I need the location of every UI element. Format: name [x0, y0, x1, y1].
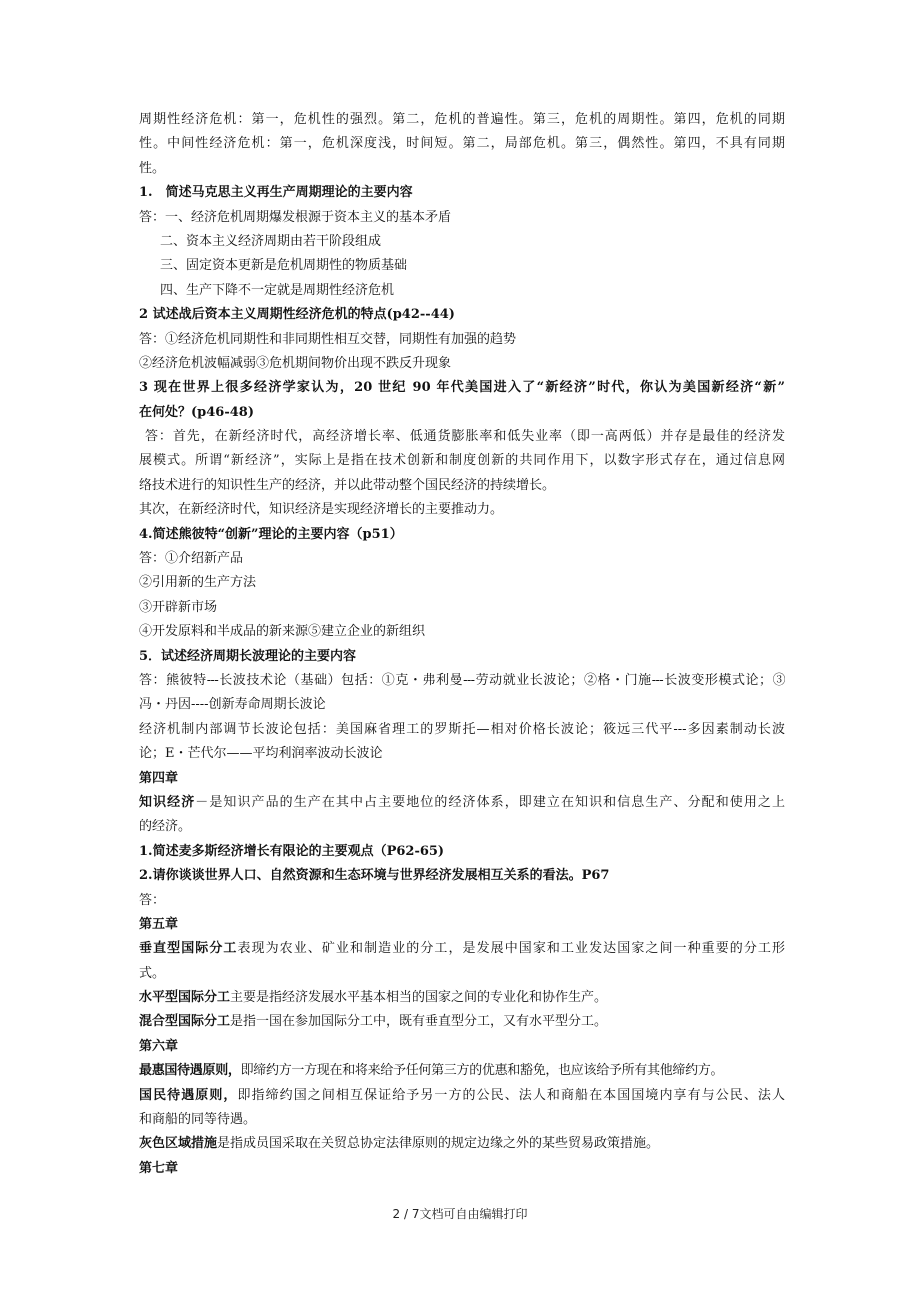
text-line: 其次，在新经济时代，知识经济是实现经济增长的主要推动力。 — [139, 502, 504, 518]
definition: 即缔约方一方现在和将来给予任何第三方的优惠和豁免，也应该给予所有其他缔约方。 — [240, 1063, 724, 1079]
term: 国民待遇原则， — [139, 1087, 238, 1103]
text-line: 络技术进行的知识性生产的经济，并以此带动整个国民经济的持续增长。 — [139, 477, 556, 493]
question-heading: 2 试述战后资本主义周期性经济危机的特点(p42--44) — [139, 307, 455, 323]
question-heading: 3 现在世界上很多经济学家认为，20 世纪 90 年代美国进入了“新经济”时代，你认为美国新经济“新” — [139, 380, 785, 396]
question-heading: 4.简述熊彼特“创新”理论的主要内容（p51） — [139, 526, 403, 542]
text-line: 冯・丹因----创新寿命周期长波论 — [139, 697, 326, 713]
question-heading: 在何处？(p46-48) — [139, 404, 254, 420]
definition: 表现为农业、矿业和制造业的分工，是发展中国家和工业发达国家之间一种重要的分工形 — [237, 941, 785, 957]
chapter-heading: 第六章 — [139, 1038, 179, 1054]
definition: －是知识产品的生产在其中占主要地位的经济体系，即建立在知识和信息生产、分配和使用之上 — [195, 794, 785, 810]
definition: 主要是指经济发展水平基本相当的国家之间的专业化和协作生产。 — [230, 990, 608, 1006]
definition-line — [139, 791, 785, 815]
chapter-heading: 第四章 — [139, 770, 179, 786]
text-line: 四、生产下降不一定就是周期性经济危机 — [160, 282, 395, 298]
question-heading: 5．试述经济周期长波理论的主要内容 — [139, 648, 357, 664]
definition-line — [139, 1059, 785, 1083]
text-line: 论；E・芒代尔——平均利润率波动长波论 — [139, 746, 383, 762]
page-footer: 2 / 7文档可自由编辑打印 — [392, 1207, 528, 1221]
chapter-heading: 第五章 — [139, 916, 179, 932]
document-page — [139, 108, 785, 1181]
text-line: 答：①介绍新产品 — [139, 551, 244, 567]
definition: 即指缔约国之间相互保证给予另一方的公民、法人和商船在本国国境内享有与公民、法人 — [237, 1087, 785, 1103]
definition-line — [139, 1010, 785, 1034]
text-line: 性。 — [139, 160, 166, 176]
term: 垂直型国际分工 — [139, 941, 238, 957]
text-line: 周期性经济危机：第一，危机性的强烈。第二，危机的普遍性。第三，危机的周期性。第四，危机的同期 — [139, 112, 785, 127]
text-line: ②引用新的生产方法 — [139, 575, 257, 591]
question-heading: 1.简述麦多斯经济增长有限论的主要观点（P62-65) — [139, 843, 445, 859]
text-line: 二、资本主义经济周期由若干阶段组成 — [160, 233, 382, 249]
text-line: 经济机制内部调节长波论包括：美国麻省理工的罗斯托—相对价格长波论；筱远三代平---多因素制动长波 — [139, 721, 785, 737]
text-line: 式。 — [139, 965, 166, 981]
chapter-heading: 第七章 — [139, 1160, 179, 1176]
term: 灰色区域措施 — [139, 1136, 218, 1152]
text-line: 的经济。 — [139, 819, 192, 835]
text-line: 展模式。所谓“新经济”，实际上是指在技术创新和制度创新的共同作用下，以数字形式存在，通过信息网 — [139, 453, 785, 469]
text-line: ④开发原料和半成品的新来源⑤建立企业的新组织 — [139, 624, 426, 640]
text-line: 性。中间性经济危机：第一，危机深度浅，时间短。第二，局部危机。第三，偶然性。第四，不具有同期 — [139, 136, 785, 152]
term: 水平型国际分工 — [139, 990, 231, 1006]
term: 混合型国际分工 — [139, 1014, 231, 1030]
text-line: 三、固定资本更新是危机周期性的物质基础 — [160, 258, 408, 274]
text-line: 答：首先，在新经济时代，高经济增长率、低通货膨胀率和低失业率（即一高两低）并存是最佳的经济发 — [145, 429, 785, 445]
definition-line — [139, 986, 785, 1010]
definition-line — [139, 1084, 785, 1108]
definition: 是指成员国采取在关贸总协定法律原则的规定边缘之外的某些贸易政策措施。 — [217, 1136, 660, 1152]
text-line: 答：熊彼特---长波技术论（基础）包括：①克・弗利曼---劳动就业长波论；②格・门施---长波变形模式论；③ — [139, 672, 785, 688]
question-heading: 2.请你谈谈世界人口、自然资源和生态环境与世界经济发展相互关系的看法。P67 — [139, 868, 610, 884]
text-line: 和商船的同等待遇。 — [139, 1112, 257, 1128]
question-heading: 1. 简述马克思主义再生产周期理论的主要内容 — [139, 185, 413, 201]
definition: 是指一国在参加国际分工中，既有垂直型分工，又有水平型分工。 — [230, 1014, 608, 1030]
term: 知识经济 — [139, 794, 196, 810]
text-line: ②经济危机波幅减弱③危机期间物价出现不跌反升现象 — [139, 355, 452, 371]
text-line: ③开辟新市场 — [139, 599, 218, 615]
text-line: 答：一、经济危机周期爆发根源于资本主义的基本矛盾 — [139, 209, 452, 225]
definition-line — [139, 937, 785, 961]
text-line: 答： — [139, 892, 166, 908]
definition-line — [139, 1132, 785, 1156]
term: 最惠国待遇原则， — [139, 1063, 241, 1079]
text-line: 答：①经济危机同期性和非同期性相互交替，同期性有加强的趋势 — [139, 331, 517, 347]
